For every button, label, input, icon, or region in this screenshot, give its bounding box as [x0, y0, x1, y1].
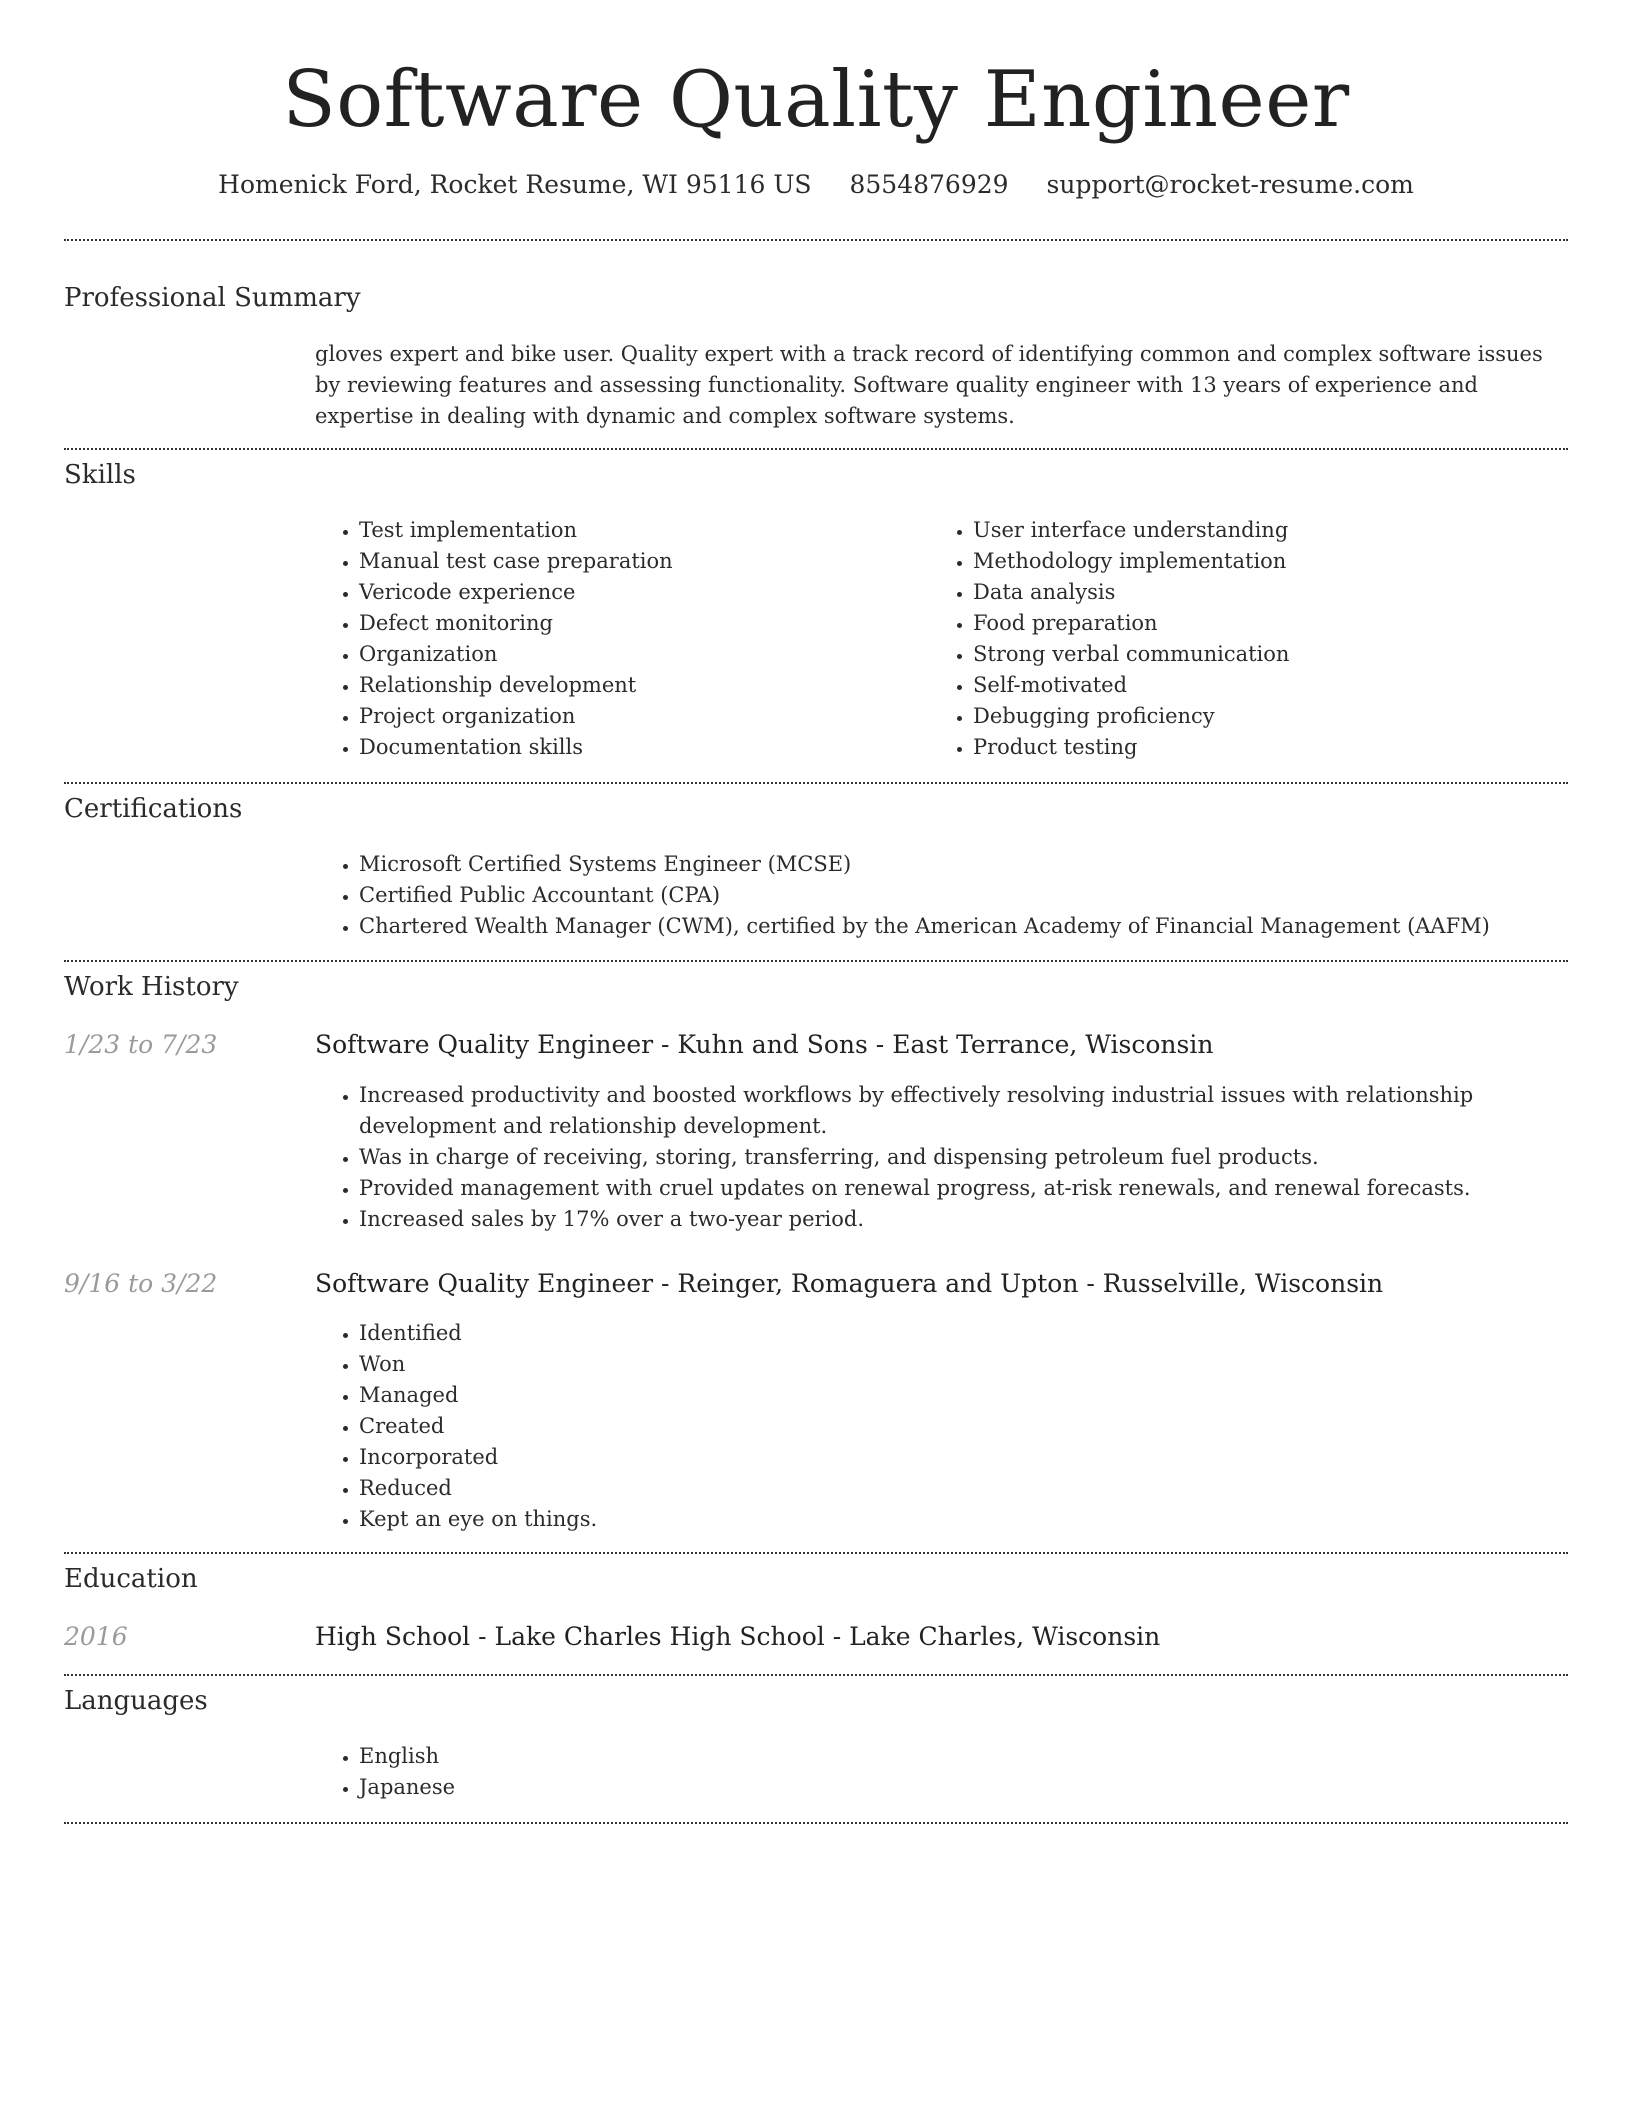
section-heading-summary: Professional Summary [64, 283, 361, 313]
list-item: • Provided management with cruel updates on renewal progress, at-risk renewals, and renewal forecasts. [359, 1173, 1609, 1204]
list-item: • Manual test case preparation [359, 546, 919, 577]
list-item: • Food preparation [973, 608, 1573, 639]
divider [64, 960, 1568, 962]
list-item: • Debugging proficiency [973, 701, 1573, 732]
divider [64, 1674, 1568, 1676]
list-item: • Won [359, 1349, 1609, 1380]
list-item: • English [359, 1741, 959, 1772]
list-item: • Methodology implementation [973, 546, 1573, 577]
job-bullets [315, 1080, 1609, 1235]
job-bullets [315, 1318, 1609, 1535]
skills-list-left [315, 515, 919, 763]
section-heading-languages: Languages [64, 1686, 208, 1716]
job-title: Software Quality Engineer - Kuhn and Sons - East Terrance, Wisconsin [315, 1030, 1214, 1059]
summary-text: gloves expert and bike user. Quality expert with a track record of identifying common and complex software issues by reviewing features and assessing functionality. Software quality engineer with 13 years of experience and expertise in dealing with dynamic and complex software systems. [315, 342, 1543, 428]
address: Homenick Ford, Rocket Resume, WI 95116 US [218, 170, 812, 199]
section-heading-work-history: Work History [64, 972, 239, 1002]
list-item: • Test implementation [359, 515, 919, 546]
resume-title: Software Quality Engineer [282, 55, 1350, 145]
certifications-list [315, 849, 1609, 942]
list-item: • Certified Public Accountant (CPA) [359, 880, 1609, 911]
list-item: • Strong verbal communication [973, 639, 1573, 670]
education-year: 2016 [64, 1622, 128, 1651]
email: support@rocket-resume.com [1046, 170, 1414, 199]
list-item: • Increased productivity and boosted workflows by effectively resolving industrial issues with relationship development and relationship development. [359, 1080, 1609, 1142]
list-item: • User interface understanding [973, 515, 1573, 546]
divider [64, 782, 1568, 784]
list-item: • Defect monitoring [359, 608, 919, 639]
list-item: • Kept an eye on things. [359, 1504, 1609, 1535]
list-item: • Self-motivated [973, 670, 1573, 701]
languages-list [315, 1741, 959, 1803]
job-dates: 1/23 to 7/23 [64, 1030, 218, 1059]
education-title: High School - Lake Charles High School - Lake Charles, Wisconsin [315, 1622, 1161, 1651]
list-item: • Was in charge of receiving, storing, transferring, and dispensing petroleum fuel products. [359, 1142, 1609, 1173]
divider [64, 448, 1568, 450]
list-item: • Data analysis [973, 577, 1573, 608]
job-dates: 9/16 to 3/22 [64, 1269, 218, 1298]
contact-line [64, 168, 1568, 202]
list-item: • Product testing [973, 732, 1573, 763]
list-item: • Identified [359, 1318, 1609, 1349]
resume-page [64, 0, 1568, 1799]
list-item: • Organization [359, 639, 919, 670]
list-item: • Vericode experience [359, 577, 919, 608]
phone: 8554876929 [849, 170, 1009, 199]
job-title: Software Quality Engineer - Reinger, Romaguera and Upton - Russelville, Wisconsin [315, 1269, 1384, 1298]
divider [64, 1552, 1568, 1554]
list-item: • Managed [359, 1380, 1609, 1411]
list-item: • Reduced [359, 1473, 1609, 1504]
list-item: • Chartered Wealth Manager (CWM), certified by the American Academy of Financial Management (AAFM) [359, 911, 1609, 942]
list-item: • Project organization [359, 701, 919, 732]
section-heading-education: Education [64, 1564, 198, 1594]
list-item: • Incorporated [359, 1442, 1609, 1473]
skills-list-right [929, 515, 1573, 763]
list-item: • Relationship development [359, 670, 919, 701]
list-item: • Microsoft Certified Systems Engineer (MCSE) [359, 849, 1609, 880]
list-item: • Japanese [359, 1772, 959, 1803]
section-heading-certifications: Certifications [64, 794, 243, 824]
list-item: • Created [359, 1411, 1609, 1442]
divider [64, 1822, 1568, 1824]
list-item: • Increased sales by 17% over a two-year period. [359, 1204, 1609, 1235]
divider [64, 239, 1568, 241]
section-heading-skills: Skills [64, 460, 136, 490]
list-item: • Documentation skills [359, 732, 919, 763]
